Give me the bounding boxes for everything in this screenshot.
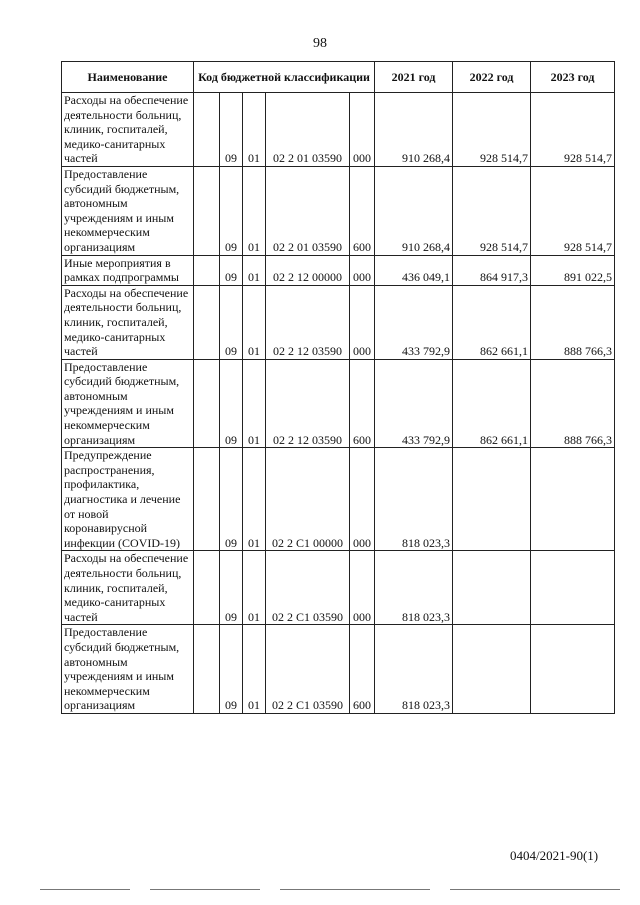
header-2021: 2021 год — [375, 62, 453, 93]
row-code-section: 09 — [220, 166, 243, 255]
row-blank-cell — [194, 448, 220, 551]
row-value-2022 — [453, 448, 531, 551]
row-value-2021: 818 023,3 — [375, 551, 453, 625]
row-code-section: 09 — [220, 448, 243, 551]
row-code-subsection: 01 — [243, 625, 266, 714]
row-name: Предоставление субсидий бюджетным, автономным учреждениям и иным некоммерческим организациям — [62, 166, 194, 255]
row-value-2022: 864 917,3 — [453, 255, 531, 285]
row-code-expense-type: 600 — [350, 166, 375, 255]
row-value-2021: 818 023,3 — [375, 625, 453, 714]
row-value-2021: 910 268,4 — [375, 166, 453, 255]
row-code-section: 09 — [220, 255, 243, 285]
row-code-target: 02 2 01 03590 — [266, 93, 350, 167]
row-value-2022: 928 514,7 — [453, 93, 531, 167]
budget-table — [61, 61, 615, 714]
row-code-section: 09 — [220, 359, 243, 448]
row-value-2023 — [531, 448, 615, 551]
table-row — [62, 285, 615, 359]
row-blank-cell — [194, 551, 220, 625]
document-reference: 0404/2021-90(1) — [510, 848, 599, 863]
table-row — [62, 93, 615, 167]
row-blank-cell — [194, 93, 220, 167]
header-name: Наименование — [62, 62, 194, 93]
row-name: Расходы на обеспечение деятельности больниц, клиник, госпиталей, медико-санитарных частей — [62, 93, 194, 167]
row-code-expense-type: 600 — [350, 625, 375, 714]
header-row — [62, 62, 615, 93]
row-code-subsection: 01 — [243, 255, 266, 285]
row-value-2022: 928 514,7 — [453, 166, 531, 255]
table-row — [62, 166, 615, 255]
page-number: 98 — [313, 36, 327, 51]
row-code-subsection: 01 — [243, 93, 266, 167]
row-code-expense-type: 600 — [350, 359, 375, 448]
row-code-target: 02 2 12 03590 — [266, 285, 350, 359]
row-blank-cell — [194, 359, 220, 448]
row-code-subsection: 01 — [243, 166, 266, 255]
table-row — [62, 359, 615, 448]
row-name: Предупреждение распространения, профилактика, диагностика и лечение от новой коронавирусной инфекции (COVID-19) — [62, 448, 194, 551]
table-row — [62, 551, 615, 625]
row-name: Предоставление субсидий бюджетным, автономным учреждениям и иным некоммерческим организациям — [62, 359, 194, 448]
table-row — [62, 448, 615, 551]
table-row — [62, 255, 615, 285]
row-code-section: 09 — [220, 625, 243, 714]
row-value-2021: 818 023,3 — [375, 448, 453, 551]
row-code-section: 09 — [220, 551, 243, 625]
row-value-2021: 910 268,4 — [375, 93, 453, 167]
table-row — [62, 625, 615, 714]
header-2023: 2023 год — [531, 62, 615, 93]
row-value-2023: 891 022,5 — [531, 255, 615, 285]
row-value-2021: 436 049,1 — [375, 255, 453, 285]
header-codes: Код бюджетной классификации — [194, 62, 375, 93]
row-value-2022 — [453, 625, 531, 714]
row-blank-cell — [194, 285, 220, 359]
scan-edge-mark — [150, 889, 260, 890]
row-code-subsection: 01 — [243, 448, 266, 551]
row-name: Расходы на обеспечение деятельности больниц, клиник, госпиталей, медико-санитарных частей — [62, 285, 194, 359]
row-value-2023: 928 514,7 — [531, 166, 615, 255]
row-name: Предоставление субсидий бюджетным, автономным учреждениям и иным некоммерческим организациям — [62, 625, 194, 714]
row-code-expense-type: 000 — [350, 285, 375, 359]
row-code-subsection: 01 — [243, 551, 266, 625]
row-code-subsection: 01 — [243, 359, 266, 448]
scan-edge-mark — [40, 889, 130, 890]
row-code-section: 09 — [220, 93, 243, 167]
row-value-2021: 433 792,9 — [375, 359, 453, 448]
row-code-expense-type: 000 — [350, 255, 375, 285]
row-code-target: 02 2 С1 03590 — [266, 625, 350, 714]
row-value-2022 — [453, 551, 531, 625]
row-code-expense-type: 000 — [350, 448, 375, 551]
row-code-target: 02 2 С1 03590 — [266, 551, 350, 625]
row-code-target: 02 2 01 03590 — [266, 166, 350, 255]
row-blank-cell — [194, 255, 220, 285]
row-code-target: 02 2 12 00000 — [266, 255, 350, 285]
row-code-section: 09 — [220, 285, 243, 359]
row-code-target: 02 2 12 03590 — [266, 359, 350, 448]
row-code-expense-type: 000 — [350, 93, 375, 167]
row-value-2021: 433 792,9 — [375, 285, 453, 359]
row-name: Иные мероприятия в рамках подпрограммы — [62, 255, 194, 285]
scan-edge-mark — [450, 889, 620, 890]
row-name: Расходы на обеспечение деятельности больниц, клиник, госпиталей, медико-санитарных частей — [62, 551, 194, 625]
row-value-2023: 888 766,3 — [531, 359, 615, 448]
row-code-subsection: 01 — [243, 285, 266, 359]
row-value-2023 — [531, 551, 615, 625]
row-value-2022: 862 661,1 — [453, 359, 531, 448]
row-code-expense-type: 000 — [350, 551, 375, 625]
row-value-2023 — [531, 625, 615, 714]
row-value-2023: 928 514,7 — [531, 93, 615, 167]
row-value-2022: 862 661,1 — [453, 285, 531, 359]
row-blank-cell — [194, 166, 220, 255]
row-code-target: 02 2 С1 00000 — [266, 448, 350, 551]
row-value-2023: 888 766,3 — [531, 285, 615, 359]
row-blank-cell — [194, 625, 220, 714]
scan-edge-mark — [280, 889, 430, 890]
header-2022: 2022 год — [453, 62, 531, 93]
